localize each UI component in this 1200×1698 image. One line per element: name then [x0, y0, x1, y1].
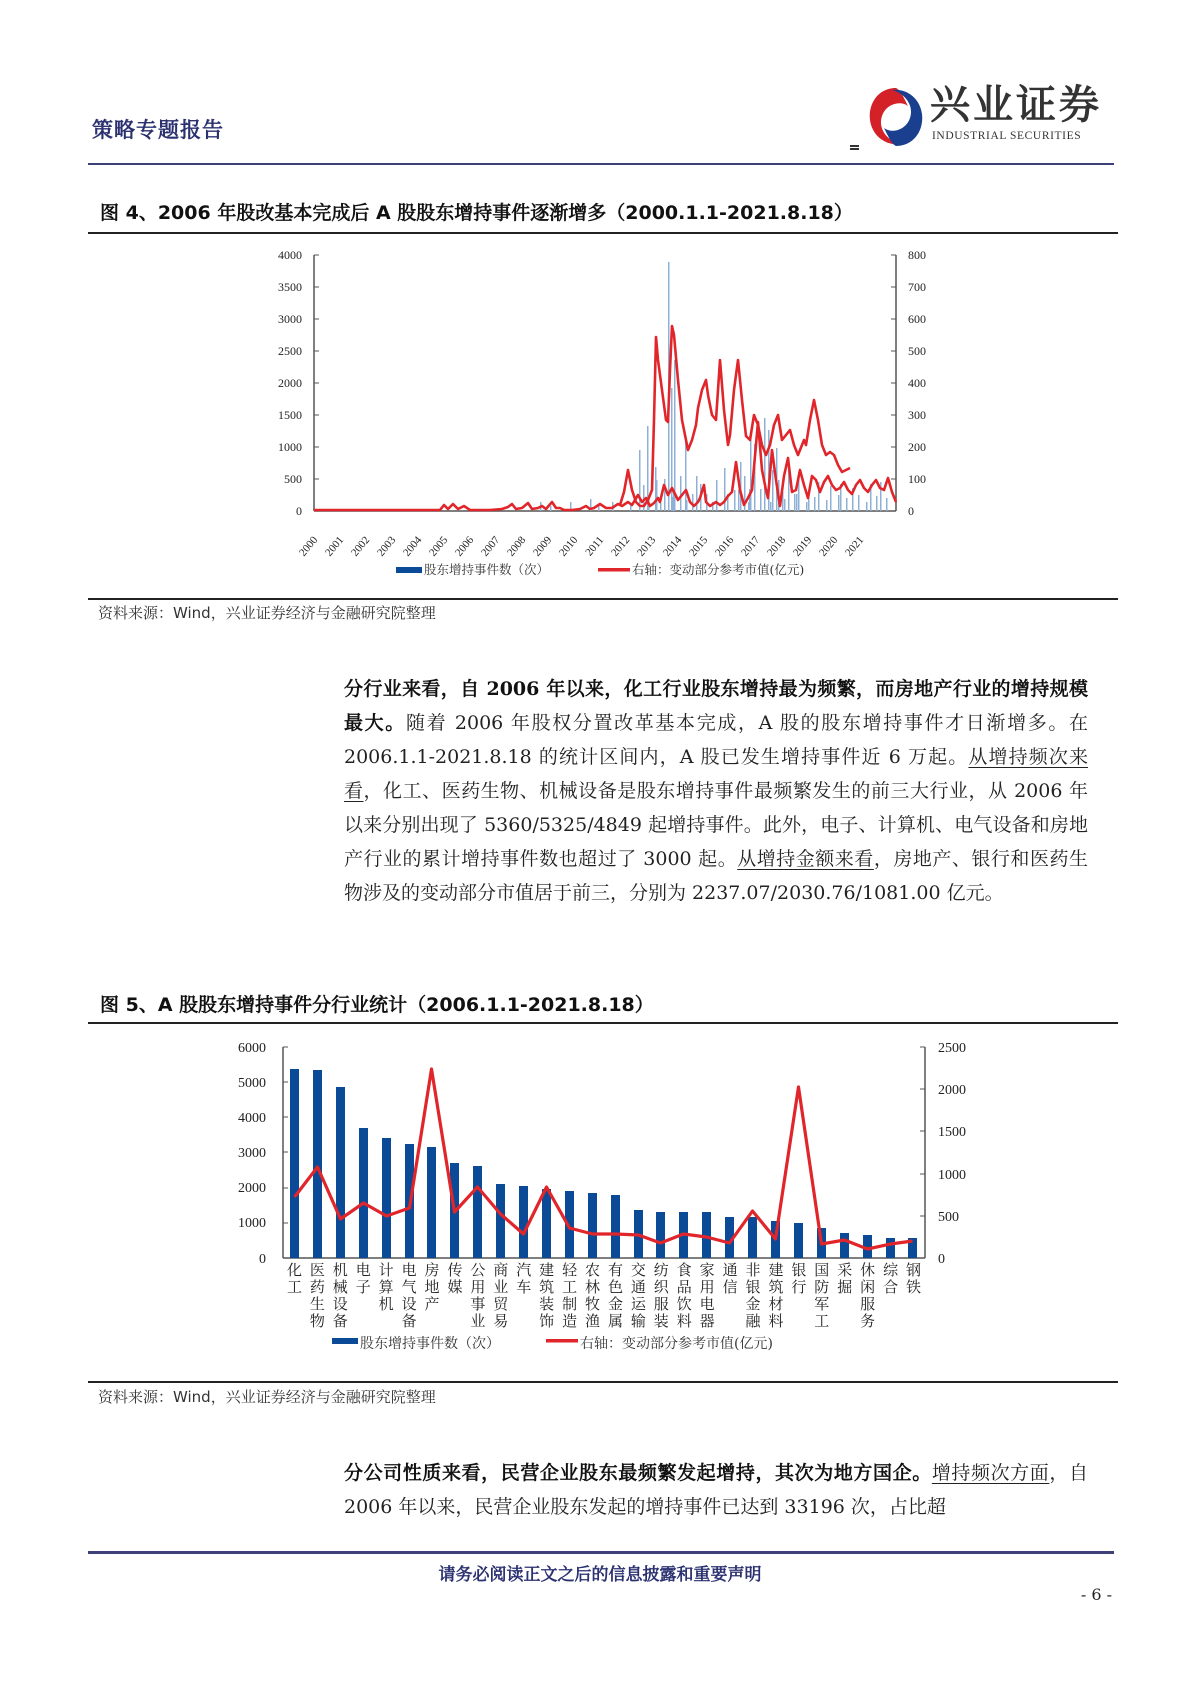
svg-text:2007: 2007 — [478, 534, 503, 559]
figure5-legend-bar-label: 股东增持事件数（次） — [360, 1336, 500, 1352]
figure5-category-label: 农林牧渔 — [585, 1261, 601, 1330]
figure5-x-labels — [283, 1262, 925, 1342]
paragraph2-text-a: ，自 2006 年以来，民营企业股东发起的增持事件已达到 33196 次，占比超 — [344, 1462, 1088, 1518]
figure4-right-ticks — [908, 248, 926, 518]
svg-text:300: 300 — [908, 408, 926, 422]
figure5-legend-line-label: 右轴：变动部分参考市值(亿元) — [580, 1336, 773, 1352]
paragraph1-lead: 分行业来看，自 2006 年以来，化工行业股东增持最为频繁，而房地产行业的增持规模最大。 — [344, 678, 1088, 734]
figure4-bars — [540, 262, 888, 511]
svg-text:2003: 2003 — [374, 534, 399, 559]
svg-text:4000: 4000 — [278, 248, 302, 262]
svg-text:2016: 2016 — [712, 534, 737, 559]
figure5-category-label: 国防军工 — [814, 1261, 830, 1330]
svg-text:2020: 2020 — [816, 534, 841, 559]
svg-text:500: 500 — [908, 344, 926, 358]
svg-text:2000: 2000 — [938, 1083, 966, 1098]
figure5-bars — [290, 1069, 917, 1258]
figure5-category-label: 休闲服务 — [860, 1261, 876, 1330]
svg-text:5000: 5000 — [238, 1076, 266, 1091]
svg-text:2013: 2013 — [634, 534, 659, 559]
figure5-category-label: 机械设备 — [332, 1261, 348, 1330]
svg-text:1500: 1500 — [278, 408, 302, 422]
svg-text:2014: 2014 — [660, 534, 685, 559]
svg-text:2001: 2001 — [322, 534, 347, 559]
figure5-category-label: 综合 — [883, 1261, 899, 1296]
svg-text:2019: 2019 — [790, 534, 815, 559]
svg-text:2021: 2021 — [842, 534, 867, 559]
figure4-source: 资料来源：Wind，兴业证券经济与金融研究院整理 — [98, 604, 436, 622]
brand-logo — [866, 82, 1116, 152]
paragraph2-underline-a: 增持频次方面 — [931, 1462, 1050, 1484]
svg-text:0: 0 — [259, 1252, 266, 1267]
paragraph2-lead: 分公司性质来看，民营企业股东最频繁发起增持，其次为地方国企。 — [344, 1462, 932, 1484]
svg-text:600: 600 — [908, 312, 926, 326]
figure5-category-label: 通信 — [722, 1261, 738, 1296]
svg-text:2500: 2500 — [278, 344, 302, 358]
figure5-title: 图 5、A 股股东增持事件分行业统计（2006.1.1-2021.8.18） — [100, 994, 654, 1016]
paragraph1-underline-b: 从增持金额来看 — [737, 848, 874, 870]
svg-text:2008: 2008 — [504, 534, 529, 559]
svg-text:0: 0 — [908, 504, 914, 518]
figure5-category-label: 家用电器 — [699, 1261, 715, 1330]
svg-text:3500: 3500 — [278, 280, 302, 294]
figure5-category-label: 有色金属 — [607, 1261, 623, 1330]
svg-text:1000: 1000 — [278, 440, 302, 454]
figure4-legend-bar-swatch — [396, 567, 422, 573]
svg-text:1000: 1000 — [238, 1216, 266, 1231]
paragraph-industry-analysis — [344, 672, 1088, 910]
figure5-category-label: 传媒 — [447, 1261, 463, 1296]
figure4-bottom-rule — [88, 598, 1118, 600]
svg-text:2004: 2004 — [400, 534, 425, 559]
figure5-category-label: 纺织服装 — [653, 1261, 669, 1330]
svg-text:2011: 2011 — [583, 534, 607, 559]
figure4-x-labels — [297, 534, 866, 559]
figure5-category-label: 房地产 — [424, 1261, 440, 1313]
paragraph1-text-c: ，房地产、银行和医药生物涉及的变动部分市值居于前三，分别为 2237.07/2030.76/1081.00 亿元。 — [344, 848, 1088, 904]
figure4-legend-line-swatch — [598, 568, 630, 572]
figure4-left-ticks — [278, 248, 302, 518]
page-number: - 6 - — [1080, 1585, 1112, 1604]
svg-text:1500: 1500 — [938, 1125, 966, 1140]
figure5-left-ticks — [238, 1041, 266, 1267]
report-type-label: 策略专题报告 — [92, 118, 224, 142]
figure5-right-ticks — [938, 1041, 966, 1267]
figure5-category-label: 轻工制造 — [562, 1261, 578, 1330]
figure5-source: 资料来源：Wind，兴业证券经济与金融研究院整理 — [98, 1388, 436, 1406]
svg-text:1000: 1000 — [938, 1168, 966, 1183]
figure4-title: 图 4、2006 年股改基本完成后 A 股股东增持事件逐渐增多（2000.1.1-2021.8.18） — [100, 202, 853, 224]
logo-cn-text: 兴业证券 — [930, 81, 1102, 128]
disclaimer-note: 请务必阅读正文之后的信息披露和重要声明 — [438, 1565, 762, 1585]
svg-text:2015: 2015 — [686, 534, 711, 559]
figure4-top-rule — [88, 232, 1118, 234]
svg-text:3000: 3000 — [278, 312, 302, 326]
svg-text:2017: 2017 — [738, 534, 763, 559]
svg-text:4000: 4000 — [238, 1111, 266, 1126]
svg-text:0: 0 — [296, 504, 302, 518]
svg-text:0: 0 — [938, 1252, 945, 1267]
svg-text:2005: 2005 — [426, 534, 451, 559]
paragraph1-text-a: 随着 2006 年股权分置改革基本完成，A 股的股东增持事件才日渐增多。在 2006.1.1-2021.8.18 的统计区间内，A 股已发生增持事件近 6 万起。 — [344, 712, 1088, 768]
figure4-chart — [240, 240, 960, 590]
figure5-category-label: 非银金融 — [745, 1261, 761, 1330]
logo-en-text: INDUSTRIAL SECURITIES — [932, 130, 1082, 142]
svg-text:500: 500 — [284, 472, 302, 486]
figure4-legend-line-label: 右轴：变动部分参考市值(亿元) — [632, 562, 805, 577]
svg-text:2006: 2006 — [452, 534, 477, 559]
svg-text:2000: 2000 — [238, 1181, 266, 1196]
svg-text:2000: 2000 — [278, 376, 302, 390]
svg-text:2012: 2012 — [608, 534, 633, 559]
figure5-category-label: 公用事业 — [470, 1261, 486, 1330]
logo-swirl-icon — [866, 84, 926, 150]
figure5-category-label: 建筑装饰 — [539, 1261, 555, 1330]
paragraph1-underline-a: 从增持频次来看 — [344, 746, 1088, 802]
svg-text:400: 400 — [908, 376, 926, 390]
svg-text:200: 200 — [908, 440, 926, 454]
paragraph-company-nature — [344, 1456, 1088, 1524]
svg-text:2000: 2000 — [296, 534, 321, 559]
svg-text:500: 500 — [938, 1210, 959, 1225]
svg-text:800: 800 — [908, 248, 926, 262]
figure5-category-label: 电气设备 — [401, 1261, 417, 1330]
header-divider — [88, 163, 1114, 165]
figure5-category-label: 食品饮料 — [676, 1261, 692, 1330]
svg-text:2018: 2018 — [764, 534, 789, 559]
header-mark — [850, 145, 859, 150]
figure5-category-label: 交通运输 — [630, 1261, 646, 1330]
figure5-category-label: 银行 — [791, 1261, 807, 1296]
svg-text:700: 700 — [908, 280, 926, 294]
figure5-category-label: 钢铁 — [906, 1261, 922, 1296]
figure5-category-label: 建筑材料 — [768, 1261, 784, 1330]
svg-text:6000: 6000 — [238, 1041, 266, 1056]
figure5-top-rule — [88, 1022, 1118, 1024]
svg-text:2009: 2009 — [530, 534, 555, 559]
figure5-category-label: 计算机 — [378, 1261, 394, 1313]
svg-text:3000: 3000 — [238, 1146, 266, 1161]
footer-divider — [88, 1551, 1114, 1554]
figure4-legend-bar-label: 股东增持事件数（次） — [424, 562, 550, 577]
svg-text:2010: 2010 — [556, 534, 581, 559]
figure5-category-label: 采掘 — [837, 1261, 853, 1296]
figure5-category-label: 化工 — [286, 1261, 302, 1296]
figure5-category-label: 电子 — [355, 1261, 371, 1296]
svg-text:100: 100 — [908, 472, 926, 486]
svg-text:2002: 2002 — [348, 534, 373, 559]
paragraph1-text-b: ，化工、医药生物、机械设备是股东增持事件最频繁发生的前三大行业，从 2006 年以来分别出现了 5360/5325/4849 起增持事件。此外，电子、计算机、电气设备和房地产行业的累计增持事件数也超过了 3000 起。 — [344, 780, 1088, 870]
figure5-category-label: 医药生物 — [309, 1261, 325, 1330]
svg-text:2500: 2500 — [938, 1041, 966, 1056]
figure5-category-label: 汽车 — [516, 1261, 532, 1296]
figure5-category-label: 商业贸易 — [493, 1261, 509, 1330]
figure5-bottom-rule — [88, 1381, 1118, 1383]
